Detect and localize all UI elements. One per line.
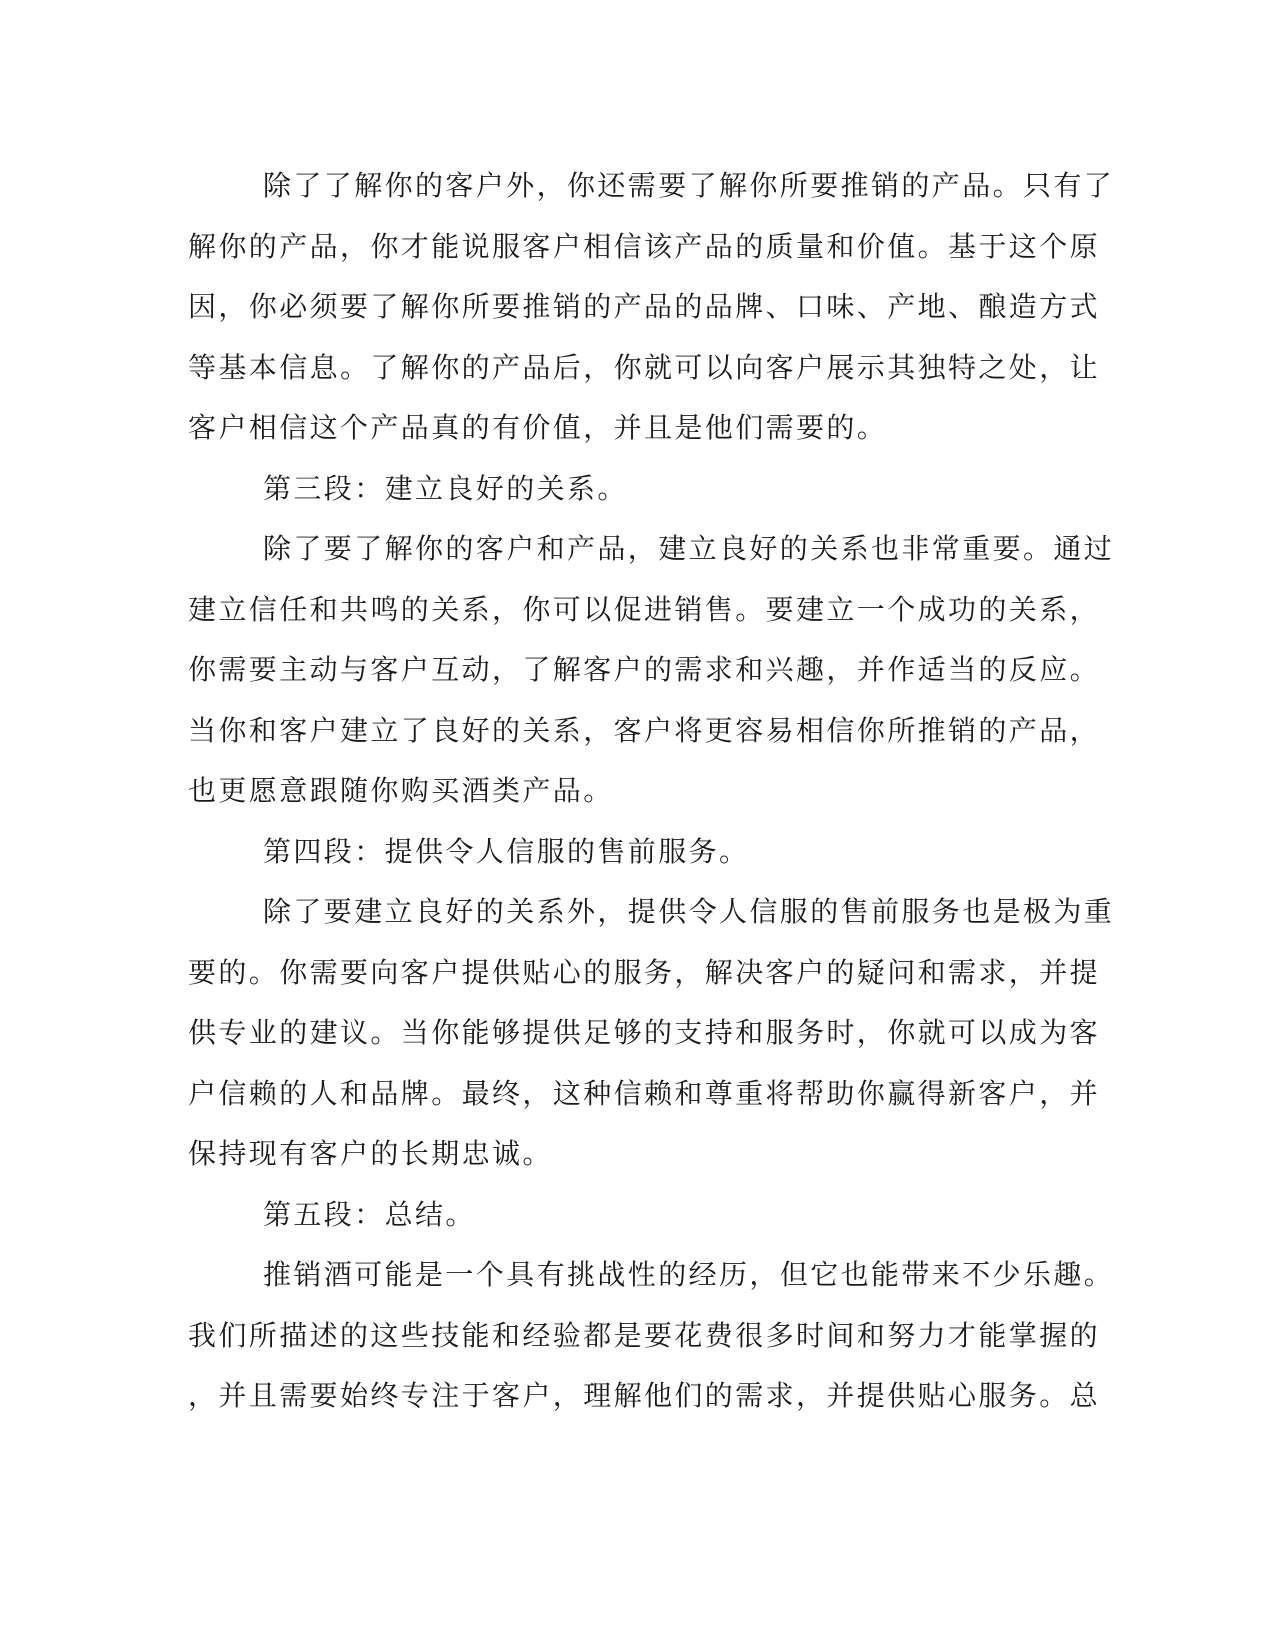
text-line: 当你和客户建立了良好的关系，客户将更容易相信你所推销的产品， bbox=[188, 713, 1101, 747]
text-line: 客户相信这个产品真的有价值，并且是他们需要的。 bbox=[188, 411, 888, 444]
text-line: 要的。你需要向客户提供贴心的服务，解决客户的疑问和需求，并提 bbox=[188, 955, 1101, 989]
section-heading: 第四段：提供令人信服的售前服务。 bbox=[263, 834, 750, 868]
text-line: 等基本信息。了解你的产品后，你就可以向客户展示其独特之处，让 bbox=[188, 350, 1101, 384]
text-line: 解你的产品，你才能说服客户相信该产品的质量和价值。基于这个原 bbox=[188, 229, 1101, 263]
document-body bbox=[188, 156, 1115, 1427]
text-line: 除了要了解你的客户和产品，建立良好的关系也非常重要。通过 bbox=[263, 532, 1115, 565]
text-line: 除了了解你的客户外，你还需要了解你所要推销的产品。只有了 bbox=[263, 169, 1115, 202]
text-line: 供专业的建议。当你能够提供足够的支持和服务时，你就可以成为客 bbox=[188, 1016, 1101, 1049]
section-heading: 第三段：建立良好的关系。 bbox=[263, 471, 628, 505]
text-line: 保持现有客户的长期忠诚。 bbox=[188, 1137, 553, 1170]
text-line: 也更愿意跟随你购买酒类产品。 bbox=[188, 774, 614, 807]
text-line: ，并且需要始终专注于客户，理解他们的需求，并提供贴心服务。总 bbox=[188, 1379, 1101, 1412]
text-line: 我们所描述的这些技能和经验都是要花费很多时间和努力才能掌握的 bbox=[188, 1318, 1101, 1352]
text-line: 除了要建立良好的关系外，提供令人信服的售前服务也是极为重 bbox=[263, 895, 1115, 928]
text-line: 户信赖的人和品牌。最终，这种信赖和尊重将帮助你赢得新客户，并 bbox=[188, 1076, 1101, 1110]
text-line: 你需要主动与客户互动，了解客户的需求和兴趣，并作适当的反应。 bbox=[188, 653, 1101, 686]
text-line: 推销酒可能是一个具有挑战性的经历，但它也能带来不少乐趣。 bbox=[263, 1258, 1115, 1291]
text-line: 建立信任和共鸣的关系，你可以促进销售。要建立一个成功的关系， bbox=[188, 592, 1101, 626]
section-heading: 第五段：总结。 bbox=[263, 1197, 476, 1231]
text-line: 因，你必须要了解你所要推销的产品的品牌、口味、产地、酿造方式 bbox=[188, 290, 1101, 323]
